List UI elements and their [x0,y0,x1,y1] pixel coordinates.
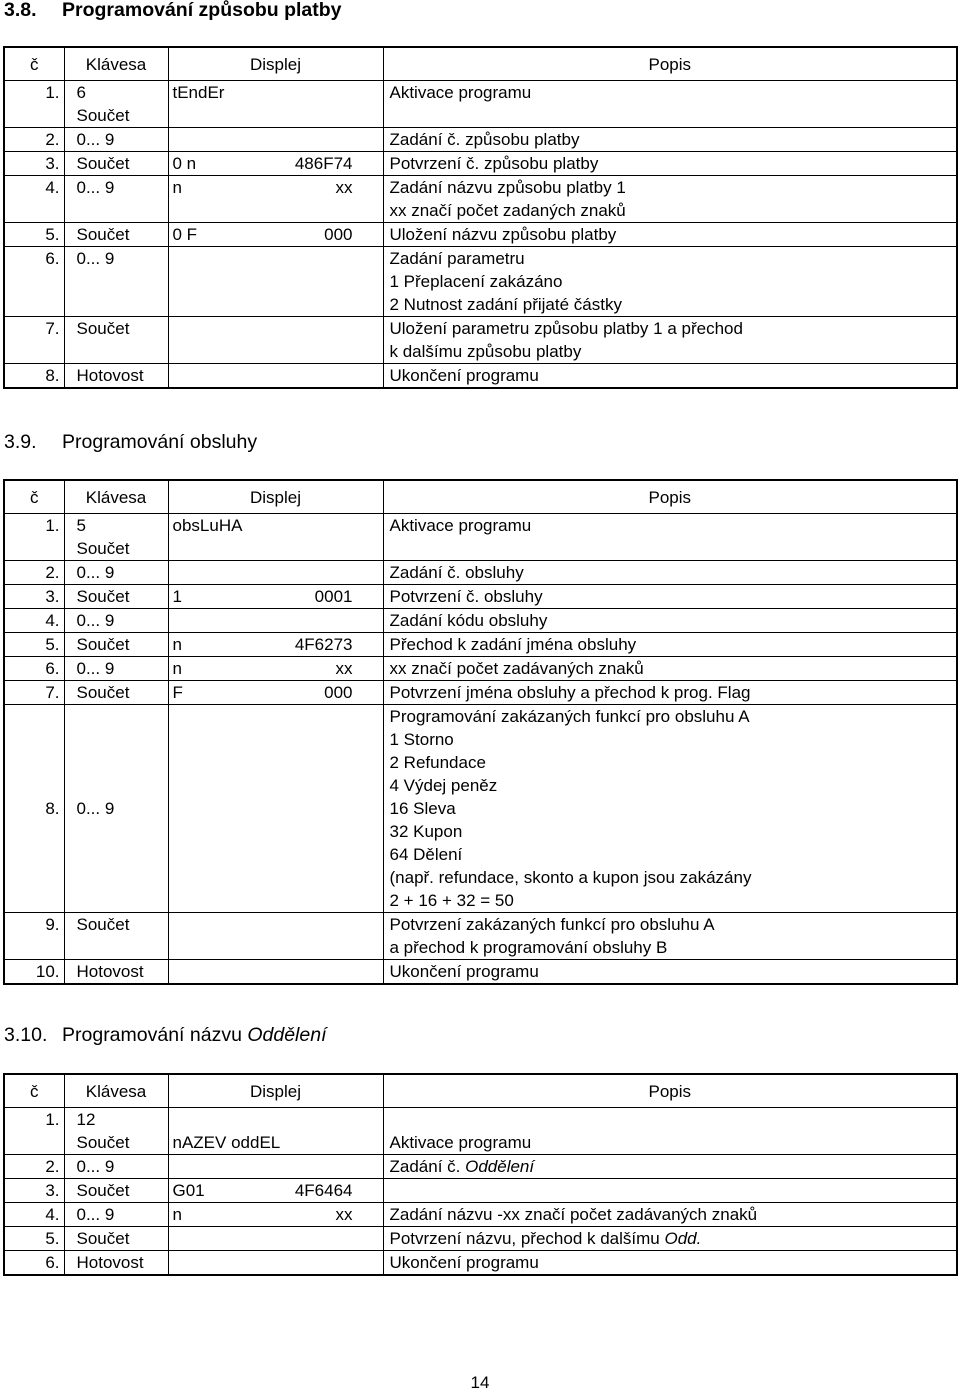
key-label: 0... 9 [76,1205,115,1224]
display-cell [168,152,383,176]
description-cell [383,681,957,705]
step-number: 2. [4,128,64,152]
display-left: n [172,178,182,197]
step-number: 5. [4,1227,64,1251]
step-number: 7. [4,681,64,705]
column-header: Popis [383,47,957,81]
table-row [4,561,957,585]
step-number: 2. [4,561,64,585]
section-number: 3.10. [4,1024,48,1046]
description-line: Programování zakázaných funkcí pro obsluhu A [389,707,750,726]
key-label: 6 [76,83,86,102]
description-line: Zadání názvu způsobu platby 1 [389,178,626,197]
key-label: Hotovost [76,366,144,385]
column-header: Klávesa [64,47,168,81]
key-label: Součet [76,106,130,125]
description-line: Aktivace programu [389,83,532,102]
key-label: Hotovost [76,962,144,981]
column-header: Displej [168,480,383,514]
display-cell [168,561,383,585]
display-cell [168,514,383,561]
section-number: 3.8. [4,0,37,21]
table-row [4,585,957,609]
table-row [4,514,957,561]
description-cell [383,1108,957,1155]
description-line [390,1108,957,1131]
description-cell [383,609,957,633]
key-label: Součet [76,1181,130,1200]
display-cell [168,1227,383,1251]
key-cell [64,223,168,247]
display-left: n [172,635,182,654]
description-cell [383,1227,957,1251]
display-right: xx [335,1205,353,1224]
table-row [4,1108,957,1155]
step-number: 4. [4,1203,64,1227]
table-row [4,705,957,913]
description-line: Ukončení programu [389,962,539,981]
column-header: Popis [383,480,957,514]
description-cell [383,1155,957,1179]
key-cell [64,81,168,128]
step-number: 6. [4,1251,64,1276]
display-right: xx [335,178,353,197]
description-cell [383,913,957,960]
description-line: Potvrzení č. způsobu platby [389,154,599,173]
step-number: 10. [4,960,64,985]
table-row [4,1155,957,1179]
table-row [4,176,957,223]
key-label: 0... 9 [76,130,115,149]
key-cell [64,960,168,985]
section-title: Programování názvu [62,1024,248,1046]
description-cell [383,561,957,585]
display-right: 0001 [314,587,353,606]
section-heading-3-10 [4,1023,327,1047]
key-label: 0... 9 [76,799,115,818]
table-row [4,152,957,176]
column-header: č [4,47,64,81]
key-label: Součet [76,154,130,173]
description-cell [383,223,957,247]
key-cell [64,657,168,681]
display-cell [168,657,383,681]
display-left: tEndEr [172,83,225,102]
step-number: 6. [4,657,64,681]
description-line [390,1179,957,1202]
step-number: 1. [4,81,64,128]
display-left: F [172,683,183,702]
description-line: Zadání č. Oddělení [389,1157,535,1176]
description-line: Aktivace programu [389,1133,532,1152]
description-line: Uložení parametru způsobu platby 1 a přechod [389,319,743,338]
table-header-row [4,47,957,81]
description-line: Potvrzení jména obsluhy a přechod k prog. Flag [389,683,751,702]
display-left: 1 [172,587,182,606]
display-cell [168,1108,383,1155]
key-label: Součet [76,1133,130,1152]
description-line: xx značí počet zadaných znaků [389,201,626,220]
display-spacer [173,1108,353,1131]
table-row [4,128,957,152]
table-header-row [4,480,957,514]
key-label: 0... 9 [76,563,115,582]
description-cell [383,514,957,561]
description-cell [383,705,957,913]
description-line: Potvrzení názvu, přechod k dalšímu Odd. [389,1229,702,1248]
display-right: xx [335,659,353,678]
description-cell [383,247,957,317]
display-right: 4F6464 [294,1181,353,1200]
section-heading-3-9 [4,430,257,454]
key-cell [64,1251,168,1276]
description-cell [383,657,957,681]
key-label: Hotovost [76,1253,144,1272]
description-italic: Odd. [664,1229,702,1248]
description-line: Uložení názvu způsobu platby [389,225,617,244]
display-cell [168,1251,383,1276]
key-cell [64,152,168,176]
display-cell [168,364,383,389]
step-number: 1. [4,1108,64,1155]
key-label: 12 [76,1110,96,1129]
display-cell [168,223,383,247]
key-cell [64,681,168,705]
key-label: Součet [76,319,130,338]
key-cell [64,1203,168,1227]
description-line: Zadání č. způsobu platby [389,130,580,149]
key-cell [64,633,168,657]
description-line: 4 Výdej peněz [389,776,498,795]
key-label: Součet [76,915,130,934]
description-line: Ukončení programu [389,1253,539,1272]
description-line: 2 + 16 + 32 = 50 [389,891,514,910]
description-cell [383,633,957,657]
display-line [173,81,353,104]
key-label: Součet [76,683,130,702]
display-cell [168,633,383,657]
table-row [4,317,957,364]
key-label: Součet [76,587,130,606]
description-line: xx značí počet zadávaných znaků [389,659,644,678]
display-line [173,657,353,680]
display-left: 0 F [172,225,198,244]
description-cell [383,1179,957,1203]
column-header: Klávesa [64,480,168,514]
display-line [173,1203,353,1226]
table-row [4,681,957,705]
section-title-italic: Oddělení [247,1024,327,1046]
key-cell [64,705,168,913]
display-cell [168,247,383,317]
key-label: 0... 9 [76,178,115,197]
description-cell [383,152,957,176]
step-number: 8. [4,705,64,913]
key-label: 5 [76,516,86,535]
column-header: Popis [383,1074,957,1108]
description-cell [383,585,957,609]
display-line [173,176,353,199]
display-cell [168,960,383,985]
table-row [4,1251,957,1276]
table-row [4,609,957,633]
display-cell [168,128,383,152]
display-left: 0 n [172,154,197,173]
description-italic: Oddělení [465,1157,535,1176]
step-number: 2. [4,1155,64,1179]
page-number: 14 [470,1373,490,1392]
description-cell [383,81,957,128]
column-header: Displej [168,1074,383,1108]
table-row [4,913,957,960]
step-number: 3. [4,585,64,609]
display-cell [168,1203,383,1227]
column-header: č [4,1074,64,1108]
key-cell [64,609,168,633]
display-right: 000 [324,225,353,244]
display-cell [168,81,383,128]
description-line: 16 Sleva [389,799,456,818]
description-line: Zadání názvu -xx značí počet zadávaných znaků [389,1205,758,1224]
table-departments [3,1073,958,1276]
key-label: 0... 9 [76,659,115,678]
display-cell [168,681,383,705]
column-header: Displej [168,47,383,81]
display-cell [168,705,383,913]
display-line [173,514,353,537]
table-row [4,223,957,247]
step-number: 8. [4,364,64,389]
display-right: 000 [324,683,353,702]
section-title: Programování obsluhy [62,431,258,453]
key-cell [64,176,168,223]
description-line: (např. refundace, skonto a kupon jsou zakázány [389,868,752,887]
description-line: Ukončení programu [389,366,539,385]
key-cell [64,1155,168,1179]
table-row [4,364,957,389]
display-line [173,633,353,656]
key-cell [64,1108,168,1155]
table-row [4,633,957,657]
description-cell [383,1251,957,1276]
table-row [4,1179,957,1203]
step-number: 4. [4,609,64,633]
description-cell [383,317,957,364]
key-cell [64,1179,168,1203]
display-cell [168,317,383,364]
step-number: 1. [4,514,64,561]
step-number: 3. [4,1179,64,1203]
table-operators [3,479,958,985]
display-right: 486F74 [294,154,353,173]
description-line: Potvrzení č. obsluhy [389,587,543,606]
description-line: 64 Dělení [389,845,463,864]
description-cell [383,960,957,985]
step-number: 3. [4,152,64,176]
description-line: 2 Nutnost zadání přijaté částky [389,295,622,314]
key-cell [64,128,168,152]
display-right: 4F6273 [294,635,353,654]
column-header: Klávesa [64,1074,168,1108]
display-line [173,152,353,175]
step-number: 5. [4,223,64,247]
description-line: 2 Refundace [389,753,486,772]
step-number: 5. [4,633,64,657]
table-payment-methods [3,46,958,389]
description-line: k dalšímu způsobu platby [389,342,582,361]
step-number: 4. [4,176,64,223]
display-line [173,585,353,608]
key-label: Součet [76,539,130,558]
table-row [4,247,957,317]
column-header: č [4,480,64,514]
display-cell [168,585,383,609]
key-cell [64,317,168,364]
display-left: n [172,1205,182,1224]
description-line: Zadání parametru [389,249,525,268]
description-line: Aktivace programu [389,516,532,535]
display-left: obsLuHA [172,516,243,535]
description-line: 1 Přeplacení zakázáno [389,272,563,291]
key-label: 0... 9 [76,249,115,268]
table-row [4,81,957,128]
description-line: 32 Kupon [389,822,463,841]
key-cell [64,514,168,561]
key-label: Součet [76,1229,130,1248]
key-cell [64,913,168,960]
table-row [4,1203,957,1227]
display-cell [168,913,383,960]
key-cell [64,585,168,609]
description-line: Zadání kódu obsluhy [389,611,548,630]
key-label: 0... 9 [76,1157,115,1176]
key-cell [64,561,168,585]
key-label: Součet [76,225,130,244]
step-number: 7. [4,317,64,364]
display-cell [168,1179,383,1203]
display-text: nAZEV oddEL [172,1133,281,1152]
description-cell [383,176,957,223]
table-row [4,1227,957,1251]
display-line [173,223,353,246]
description-cell [383,1203,957,1227]
key-label: 0... 9 [76,611,115,630]
display-cell [168,1155,383,1179]
display-line [173,1179,353,1202]
section-title: Programování způsobu platby [62,0,342,21]
description-line: Zadání č. obsluhy [389,563,524,582]
section-number: 3.9. [4,431,37,453]
step-number: 6. [4,247,64,317]
description-line: Přechod k zadání jména obsluhy [389,635,637,654]
key-cell [64,1227,168,1251]
step-number: 9. [4,913,64,960]
table-row [4,960,957,985]
display-left: n [172,659,182,678]
description-line: Potvrzení zakázaných funkcí pro obsluhu A [389,915,715,934]
display-line [173,681,353,704]
key-cell [64,247,168,317]
table-header-row [4,1074,957,1108]
key-label: Součet [76,635,130,654]
description-cell [383,364,957,389]
table-row [4,657,957,681]
section-heading-3-8 [4,0,342,22]
key-cell [64,364,168,389]
description-line: a přechod k programování obsluhy B [389,938,668,957]
description-cell [383,128,957,152]
display-cell [168,609,383,633]
display-cell [168,176,383,223]
display-left: G01 [172,1181,205,1200]
description-line: 1 Storno [389,730,454,749]
